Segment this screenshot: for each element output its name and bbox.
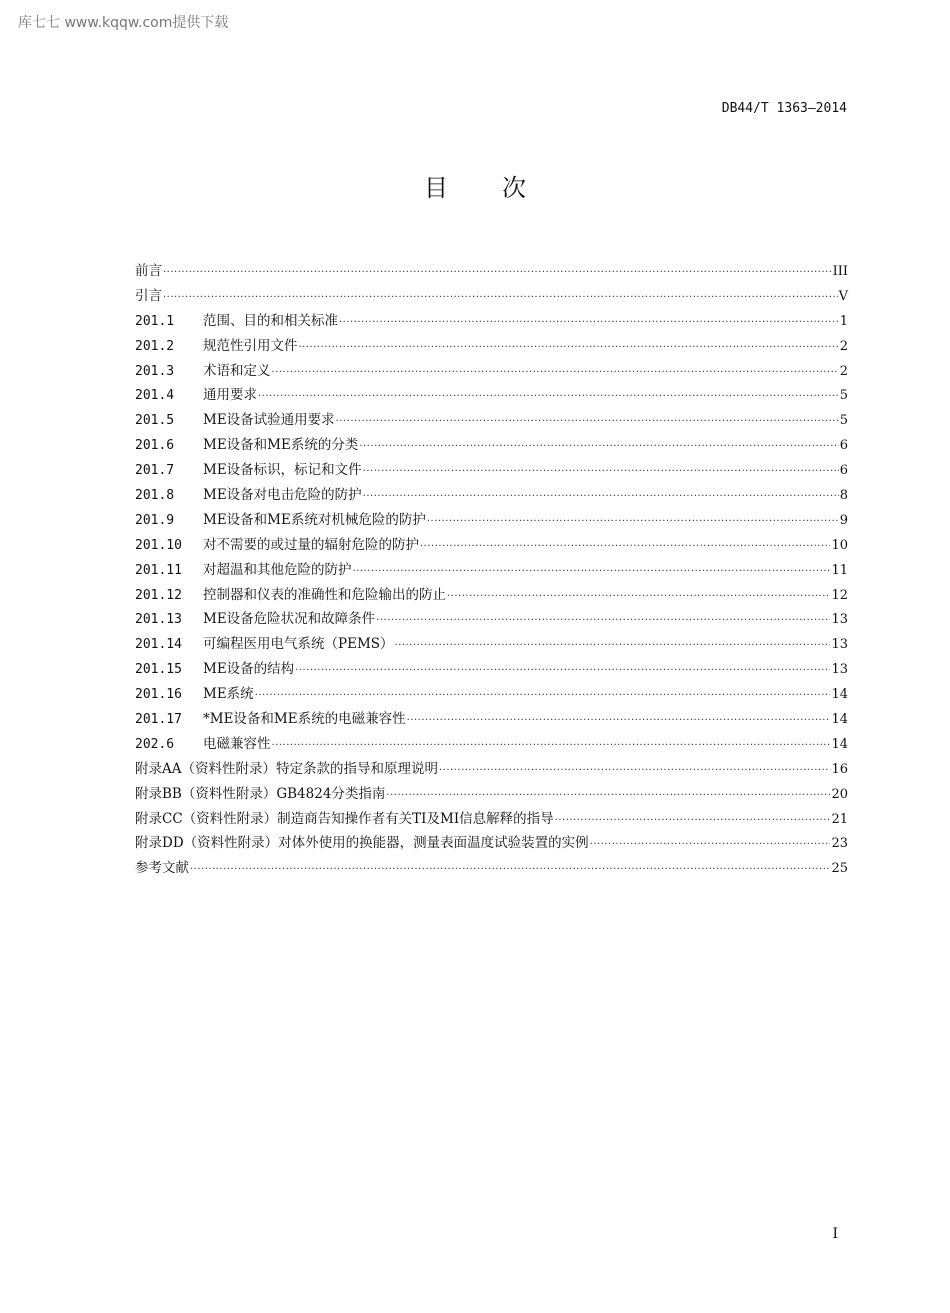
toc-entry-title: 对超温和其他危险的防护 — [203, 561, 352, 578]
toc-entry-title: 通用要求 — [203, 387, 257, 404]
toc-entry-title: 附录CC（资料性附录）制造商告知操作者有关TI及MI信息解释的指导 — [135, 810, 554, 827]
toc-entry-page: 5 — [839, 388, 848, 404]
toc-entry-title: 附录DD（资料性附录）对体外使用的换能器，测量表面温度试验装置的实例 — [135, 835, 589, 852]
toc-leader-dots — [255, 684, 831, 709]
toc-entry[interactable] — [135, 757, 848, 782]
toc-entry-page: 11 — [831, 562, 848, 578]
toc-entry-page: 23 — [831, 836, 848, 852]
toc-entry-number: 201.9 — [135, 512, 175, 528]
page-number: I — [832, 1226, 838, 1242]
toc-entry-title: ME设备和ME系统的分类 — [203, 437, 359, 454]
toc-entry-title: 引言 — [135, 287, 162, 304]
toc-leader-dots — [420, 535, 830, 560]
toc-entry-page: III — [832, 264, 848, 279]
toc-entry-page: 2 — [839, 363, 848, 379]
toc-entry-number: 201.10 — [135, 537, 182, 553]
toc-leader-dots — [272, 361, 839, 386]
toc-entry[interactable] — [135, 508, 848, 533]
toc-entry-number: 201.6 — [135, 438, 175, 454]
toc-entry-number: 201.13 — [135, 612, 182, 628]
standard-code: DB44/T 1363—2014 — [721, 101, 847, 116]
toc-entry-title: *ME设备和ME系统的电磁兼容性 — [203, 711, 406, 728]
toc-entry-title: 可编程医用电气系统（PEMS） — [203, 636, 394, 653]
toc-entry-page: 1 — [839, 313, 848, 329]
page-title — [0, 168, 950, 203]
title-char-2: 次 — [502, 174, 526, 202]
toc-entry-title: 术语和定义 — [203, 362, 271, 379]
toc-leader-dots — [299, 336, 839, 361]
toc-entry-number: 201.17 — [135, 712, 182, 728]
toc-leader-dots — [555, 809, 831, 834]
toc-entry-number: 201.11 — [135, 562, 182, 578]
toc-entry-title: ME设备对电击危险的防护 — [203, 487, 362, 504]
toc-leader-dots — [386, 784, 830, 809]
toc-entry-page: 13 — [831, 637, 848, 653]
toc-leader-dots — [190, 858, 830, 883]
toc-entry-title: ME设备标识，标记和文件 — [203, 462, 362, 479]
toc-entry[interactable] — [135, 433, 848, 458]
toc-entry[interactable] — [135, 359, 848, 384]
toc-entry-title: ME系统 — [203, 686, 254, 703]
toc-entry-number: 201.14 — [135, 637, 182, 653]
toc-entry[interactable] — [135, 856, 848, 881]
toc-entry[interactable] — [135, 558, 848, 583]
title-char-1: 目 — [424, 174, 448, 202]
toc-leader-dots — [395, 634, 831, 659]
toc-leader-dots — [163, 286, 838, 311]
toc-leader-dots — [447, 585, 830, 610]
toc-entry-title: 电磁兼容性 — [203, 735, 271, 752]
toc-entry-number: 201.7 — [135, 463, 175, 479]
toc-leader-dots — [439, 759, 830, 784]
toc-entry-page: 14 — [831, 736, 848, 752]
toc-entry-page: 13 — [831, 612, 848, 628]
toc-entry[interactable] — [135, 408, 848, 433]
toc-entry-page: 16 — [831, 761, 848, 777]
toc-entry[interactable] — [135, 831, 848, 856]
toc-entry-number: 201.15 — [135, 662, 182, 678]
toc-leader-dots — [339, 311, 839, 336]
toc-leader-dots — [363, 460, 839, 485]
toc-entry-page: 2 — [839, 338, 848, 354]
toc-entry-page: 10 — [831, 537, 848, 553]
toc-entry-number: 201.2 — [135, 338, 175, 354]
toc-entry-page: 12 — [831, 587, 848, 603]
toc-entry-page: 25 — [831, 861, 848, 877]
toc-entry-page: 8 — [839, 488, 848, 504]
toc-entry[interactable] — [135, 259, 848, 284]
toc-entry[interactable] — [135, 533, 848, 558]
toc-entry-page: 21 — [831, 811, 848, 827]
toc-entry-title: ME设备危险状况和故障条件 — [203, 611, 376, 628]
toc-entry-page: 6 — [839, 438, 848, 454]
toc-entry-number: 201.12 — [135, 587, 182, 603]
toc-entry-title: 附录AA（资料性附录）特定条款的指导和原理说明 — [135, 760, 438, 777]
toc-entry-page: 14 — [831, 687, 848, 703]
toc-entry-title: ME设备和ME系统对机械危险的防护 — [203, 511, 426, 528]
toc-entry[interactable] — [135, 807, 848, 832]
toc-entry[interactable] — [135, 458, 848, 483]
table-of-contents — [135, 259, 848, 881]
toc-entry-title: ME设备试验通用要求 — [203, 412, 335, 429]
toc-entry-page: 6 — [839, 463, 848, 479]
toc-leader-dots — [359, 435, 838, 460]
toc-leader-dots — [272, 734, 831, 759]
toc-entry-number: 201.8 — [135, 488, 175, 504]
toc-entry[interactable] — [135, 732, 848, 757]
toc-entry-page: V — [838, 288, 848, 304]
toc-leader-dots — [407, 709, 831, 734]
toc-leader-dots — [336, 410, 839, 435]
toc-entry[interactable] — [135, 483, 848, 508]
toc-entry-page: 20 — [831, 786, 848, 802]
toc-entry-page: 13 — [831, 662, 848, 678]
toc-entry[interactable] — [135, 782, 848, 807]
toc-leader-dots — [295, 659, 830, 684]
toc-entry-title: ME设备的结构 — [203, 661, 295, 678]
toc-entry[interactable] — [135, 632, 848, 657]
toc-leader-dots — [258, 385, 839, 410]
toc-entry-number: 201.3 — [135, 363, 175, 379]
toc-entry-title: 参考文献 — [135, 860, 189, 877]
toc-entry[interactable] — [135, 657, 848, 682]
toc-entry[interactable] — [135, 284, 848, 309]
toc-entry-title: 附录BB（资料性附录）GB4824分类指南 — [135, 785, 386, 802]
toc-entry-number: 201.16 — [135, 687, 182, 703]
toc-entry-number: 201.5 — [135, 413, 175, 429]
toc-entry-title: 规范性引用文件 — [203, 337, 298, 354]
toc-entry-page: 5 — [839, 413, 848, 429]
watermark-text: 库七七 www.kqqw.com提供下载 — [18, 15, 229, 31]
toc-entry-title: 对不需要的或过量的辐射危险的防护 — [203, 536, 419, 553]
toc-entry-title: 控制器和仪表的准确性和危险输出的防止 — [203, 586, 446, 603]
toc-leader-dots — [427, 510, 839, 535]
toc-entry[interactable] — [135, 682, 848, 707]
toc-leader-dots — [363, 485, 839, 510]
toc-entry[interactable] — [135, 309, 848, 334]
toc-entry-title: 前言 — [135, 263, 162, 279]
toc-entry-page: 9 — [839, 512, 848, 528]
toc-entry-number: 201.4 — [135, 388, 175, 404]
toc-leader-dots — [376, 609, 830, 634]
toc-entry-title: 范围、目的和相关标准 — [203, 312, 338, 329]
toc-entry-page: 14 — [831, 712, 848, 728]
toc-entry[interactable] — [135, 383, 848, 408]
toc-entry-number: 202.6 — [135, 736, 175, 752]
toc-entry[interactable] — [135, 707, 848, 732]
toc-entry[interactable] — [135, 334, 848, 359]
toc-leader-dots — [353, 560, 831, 585]
toc-leader-dots — [163, 261, 832, 286]
toc-entry[interactable] — [135, 583, 848, 608]
toc-entry-number: 201.1 — [135, 313, 175, 329]
toc-entry[interactable] — [135, 607, 848, 632]
toc-leader-dots — [590, 833, 831, 858]
